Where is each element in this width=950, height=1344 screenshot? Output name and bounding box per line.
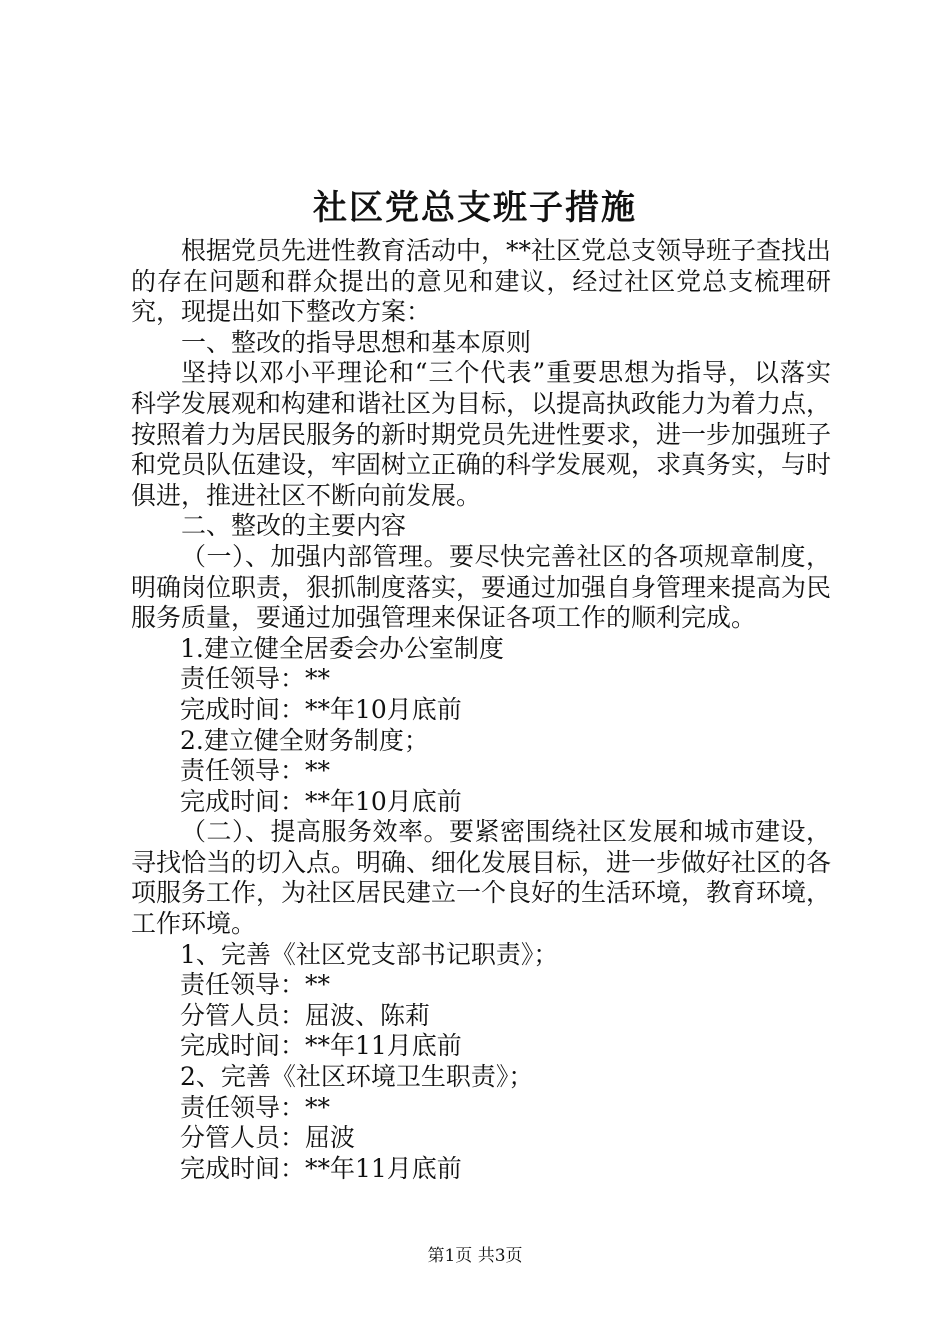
body-paragraph: 2.建立健全财务制度；	[180, 725, 429, 755]
body-paragraph: 责任领导：**	[180, 756, 331, 786]
body-paragraph: 一、整改的指导思想和基本原则	[181, 327, 532, 357]
page-footer: 第1页 共3页	[427, 1246, 523, 1266]
body-paragraph: （一）、加强内部管理。要尽快完善社区的各项规章制度，明确岗位职责，狠抓制度落实，要通过加强自身管理来提高为民服务质量，要通过加强管理来保证各项工作的顺利完成。	[131, 541, 832, 633]
body-paragraph: 根据党员先进性教育活动中，**社区党总支领导班子查找出的存在问题和群众提出的意见和建议，经过社区党总支梳理研究，现提出如下整改方案：	[131, 236, 832, 327]
document-title: 社区党总支班子措施	[313, 188, 637, 228]
document-body	[131, 236, 831, 1184]
body-paragraph: 责任领导：**	[180, 664, 331, 694]
body-paragraph: 完成时间：**年11月底前	[180, 1031, 462, 1061]
body-paragraph: 分管人员：屈波、陈莉	[180, 1000, 431, 1030]
body-paragraph: 完成时间：**年11月底前	[180, 1153, 462, 1183]
body-paragraph: 责任领导：**	[180, 970, 331, 1000]
body-paragraph: 2、完善《社区环境卫生职责》；	[180, 1062, 534, 1092]
body-paragraph: （二）、提高服务效率。要紧密围绕社区发展和城市建设，寻找恰当的切入点。明确、细化发展目标，进一步做好社区的各项服务工作，为社区居民建立一个良好的生活环境，教育环境，工作环境。	[131, 817, 832, 939]
body-paragraph: 1、完善《社区党支部书记职责》；	[180, 939, 559, 969]
body-paragraph: 1.建立健全居委会办公室制度	[180, 633, 504, 663]
body-paragraph: 完成时间：**年10月底前	[180, 694, 462, 724]
body-paragraph: 分管人员：屈波	[180, 1123, 356, 1153]
body-paragraph: 完成时间：**年10月底前	[180, 786, 462, 816]
body-paragraph: 责任领导：**	[180, 1092, 331, 1122]
body-paragraph: 坚持以邓小平理论和“三个代表”重要思想为指导，以落实科学发展观和构建和谐社区为目标，以提高执政能力为着力点，按照着力为居民服务的新时期党员先进性要求，进一步加强班子和党员队伍建设，牢固树立正确的科学发展观，求真务实，与时俱进，推进社区不断向前发展。	[131, 358, 832, 510]
body-paragraph: 二、整改的主要内容	[181, 511, 407, 541]
